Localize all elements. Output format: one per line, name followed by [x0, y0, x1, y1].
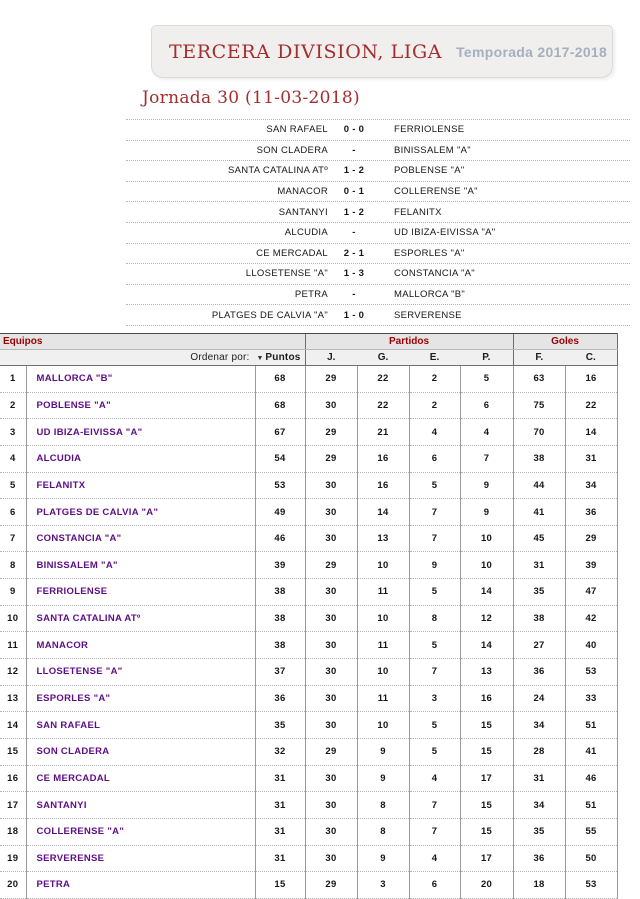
wins-cell: 21	[357, 419, 409, 446]
match-score: -	[352, 227, 356, 239]
draws-cell: 4	[409, 765, 460, 792]
match-score: -	[352, 289, 356, 301]
wins-cell: 10	[357, 605, 409, 632]
draws-cell: 5	[409, 632, 460, 659]
wins-cell: 13	[357, 525, 409, 552]
losses-cell: 15	[460, 738, 513, 765]
match-row	[126, 305, 630, 326]
team-position: 14	[0, 712, 26, 739]
team-position: 15	[0, 738, 26, 765]
team-link[interactable]: UD IBIZA-EIVISSA "A"	[26, 419, 255, 446]
goals-for-cell: 24	[513, 685, 565, 712]
draws-cell: 2	[409, 366, 460, 393]
played-cell: 30	[305, 472, 357, 499]
table-row	[0, 525, 617, 552]
played-cell: 30	[305, 525, 357, 552]
match-home-team: MANACOR	[277, 186, 328, 198]
goals-against-cell: 29	[565, 525, 617, 552]
points-cell: 39	[255, 552, 305, 579]
match-score: -	[352, 144, 356, 156]
wins-cell: 8	[357, 818, 409, 845]
wins-cell: 22	[357, 366, 409, 393]
round-title: Jornada 30 (11-03-2018)	[142, 88, 360, 108]
goals-for-cell: 38	[513, 605, 565, 632]
standings-table	[0, 333, 618, 899]
match-away-team: POBLENSE "A"	[394, 165, 465, 177]
col-header-f: F.	[513, 350, 565, 366]
goals-against-cell: 50	[565, 845, 617, 872]
points-cell: 31	[255, 792, 305, 819]
goals-for-cell: 27	[513, 632, 565, 659]
match-home-team: SON CLADERA	[256, 144, 328, 156]
match-row	[126, 264, 630, 285]
table-row	[0, 685, 617, 712]
match-away-team: UD IBIZA-EIVISSA "A"	[394, 227, 496, 239]
section-equipos: Equipos	[0, 334, 305, 350]
team-link[interactable]: FERRIOLENSE	[26, 579, 255, 606]
match-home-team: ALCUDIA	[284, 227, 328, 239]
team-link[interactable]: CE MERCADAL	[26, 765, 255, 792]
match-row	[126, 120, 630, 141]
goals-against-cell: 39	[565, 552, 617, 579]
losses-cell: 15	[460, 792, 513, 819]
standings-column-header	[0, 350, 617, 366]
team-position: 9	[0, 579, 26, 606]
draws-cell: 2	[409, 392, 460, 419]
match-row	[126, 141, 630, 162]
team-link[interactable]: FELANITX	[26, 472, 255, 499]
match-away-team: COLLERENSE "A"	[394, 186, 478, 198]
losses-cell: 6	[460, 392, 513, 419]
table-row	[0, 605, 617, 632]
draws-cell: 7	[409, 792, 460, 819]
played-cell: 30	[305, 605, 357, 632]
table-row	[0, 792, 617, 819]
wins-cell: 14	[357, 499, 409, 526]
team-link[interactable]: ESPORLES "A"	[26, 685, 255, 712]
draws-cell: 6	[409, 445, 460, 472]
draws-cell: 7	[409, 818, 460, 845]
team-link[interactable]: BINISSALEM "A"	[26, 552, 255, 579]
goals-for-cell: 34	[513, 712, 565, 739]
table-row	[0, 818, 617, 845]
points-cell: 31	[255, 818, 305, 845]
team-position: 17	[0, 792, 26, 819]
draws-cell: 5	[409, 712, 460, 739]
team-position: 1	[0, 366, 26, 393]
losses-cell: 20	[460, 872, 513, 899]
sort-arrow-icon: ▼	[256, 355, 264, 362]
goals-for-cell: 70	[513, 419, 565, 446]
draws-cell: 5	[409, 579, 460, 606]
played-cell: 30	[305, 659, 357, 686]
match-score: 0 - 0	[343, 124, 365, 136]
goals-for-cell: 36	[513, 845, 565, 872]
goals-against-cell: 41	[565, 738, 617, 765]
losses-cell: 4	[460, 419, 513, 446]
team-position: 4	[0, 445, 26, 472]
team-link[interactable]: MANACOR	[26, 632, 255, 659]
standings-section-header	[0, 334, 617, 350]
draws-cell: 7	[409, 499, 460, 526]
losses-cell: 12	[460, 605, 513, 632]
match-score: 0 - 1	[343, 186, 365, 198]
sort-label: Ordenar por:	[190, 352, 250, 363]
goals-against-cell: 53	[565, 659, 617, 686]
team-position: 6	[0, 499, 26, 526]
match-away-team: FELANITX	[394, 206, 442, 218]
team-position: 8	[0, 552, 26, 579]
team-link[interactable]: LLOSETENSE "A"	[26, 659, 255, 686]
points-cell: 31	[255, 765, 305, 792]
draws-cell: 9	[409, 552, 460, 579]
losses-cell: 17	[460, 765, 513, 792]
wins-cell: 8	[357, 792, 409, 819]
sort-by-control[interactable]	[0, 350, 305, 366]
draws-cell: 5	[409, 472, 460, 499]
team-link[interactable]: SAN RAFAEL	[26, 712, 255, 739]
team-position: 10	[0, 605, 26, 632]
match-row	[126, 244, 630, 265]
losses-cell: 14	[460, 632, 513, 659]
table-row	[0, 499, 617, 526]
goals-against-cell: 42	[565, 605, 617, 632]
played-cell: 30	[305, 579, 357, 606]
match-score: 2 - 1	[343, 247, 365, 259]
table-row	[0, 738, 617, 765]
match-home-team: LLOSETENSE "A"	[245, 268, 328, 280]
points-cell: 46	[255, 525, 305, 552]
wins-cell: 9	[357, 845, 409, 872]
team-link[interactable]: SON CLADERA	[26, 738, 255, 765]
wins-cell: 10	[357, 552, 409, 579]
wins-cell: 11	[357, 579, 409, 606]
table-row	[0, 659, 617, 686]
points-cell: 67	[255, 419, 305, 446]
match-row	[126, 202, 630, 223]
wins-cell: 9	[357, 738, 409, 765]
goals-for-cell: 35	[513, 579, 565, 606]
played-cell: 29	[305, 872, 357, 899]
match-score: 1 - 0	[343, 309, 365, 321]
points-cell: 49	[255, 499, 305, 526]
season-label: Temporada 2017-2018	[456, 43, 608, 60]
match-away-team: SERVERENSE	[394, 309, 462, 321]
goals-for-cell: 45	[513, 525, 565, 552]
wins-cell: 11	[357, 632, 409, 659]
match-row	[126, 161, 630, 182]
draws-cell: 4	[409, 419, 460, 446]
goals-against-cell: 36	[565, 499, 617, 526]
played-cell: 30	[305, 792, 357, 819]
team-position: 12	[0, 659, 26, 686]
team-position: 18	[0, 818, 26, 845]
points-cell: 38	[255, 632, 305, 659]
table-row	[0, 472, 617, 499]
team-link[interactable]: SANTANYI	[26, 792, 255, 819]
points-cell: 36	[255, 685, 305, 712]
team-position: 13	[0, 685, 26, 712]
team-position: 16	[0, 765, 26, 792]
section-partidos: Partidos	[305, 334, 513, 350]
points-cell: 31	[255, 845, 305, 872]
losses-cell: 10	[460, 552, 513, 579]
draws-cell: 7	[409, 659, 460, 686]
played-cell: 29	[305, 445, 357, 472]
league-title-box	[151, 25, 613, 78]
table-row	[0, 845, 617, 872]
goals-against-cell: 46	[565, 765, 617, 792]
col-header-g: G.	[357, 350, 409, 366]
team-link[interactable]: COLLERENSE "A"	[26, 818, 255, 845]
match-row	[126, 223, 630, 244]
col-header-e: E.	[409, 350, 460, 366]
section-goles: Goles	[513, 334, 617, 350]
draws-cell: 4	[409, 845, 460, 872]
points-cell: 54	[255, 445, 305, 472]
goals-for-cell: 63	[513, 366, 565, 393]
goals-against-cell: 51	[565, 712, 617, 739]
points-cell: 53	[255, 472, 305, 499]
team-position: 20	[0, 872, 26, 899]
goals-against-cell: 55	[565, 818, 617, 845]
league-title: TERCERA DIVISION, LIGA	[169, 40, 443, 63]
team-position: 5	[0, 472, 26, 499]
match-score: 1 - 2	[343, 165, 365, 177]
team-link[interactable]: MALLORCA "B"	[26, 366, 255, 393]
goals-against-cell: 34	[565, 472, 617, 499]
draws-cell: 6	[409, 872, 460, 899]
played-cell: 30	[305, 818, 357, 845]
draws-cell: 3	[409, 685, 460, 712]
wins-cell: 16	[357, 445, 409, 472]
wins-cell: 10	[357, 659, 409, 686]
goals-for-cell: 31	[513, 552, 565, 579]
wins-cell: 9	[357, 765, 409, 792]
played-cell: 29	[305, 366, 357, 393]
sort-value: Puntos	[265, 352, 301, 363]
losses-cell: 15	[460, 818, 513, 845]
wins-cell: 3	[357, 872, 409, 899]
goals-against-cell: 22	[565, 392, 617, 419]
team-link[interactable]: PLATGES DE CALVIA "A"	[26, 499, 255, 526]
table-row	[0, 579, 617, 606]
goals-for-cell: 18	[513, 872, 565, 899]
goals-for-cell: 31	[513, 765, 565, 792]
match-home-team: CE MERCADAL	[256, 247, 328, 259]
points-cell: 32	[255, 738, 305, 765]
goals-for-cell: 75	[513, 392, 565, 419]
played-cell: 30	[305, 845, 357, 872]
losses-cell: 5	[460, 366, 513, 393]
losses-cell: 15	[460, 712, 513, 739]
team-position: 7	[0, 525, 26, 552]
goals-for-cell: 38	[513, 445, 565, 472]
points-cell: 38	[255, 605, 305, 632]
match-home-team: PLATGES DE CALVIA "A"	[211, 309, 328, 321]
goals-for-cell: 34	[513, 792, 565, 819]
match-away-team: FERRIOLENSE	[394, 124, 465, 136]
match-home-team: PETRA	[294, 289, 328, 301]
team-position: 2	[0, 392, 26, 419]
played-cell: 30	[305, 685, 357, 712]
points-cell: 15	[255, 872, 305, 899]
goals-against-cell: 51	[565, 792, 617, 819]
match-away-team: BINISSALEM "A"	[394, 144, 471, 156]
match-home-team: SANTANYI	[278, 206, 328, 218]
team-link[interactable]: PETRA	[26, 872, 255, 899]
played-cell: 29	[305, 419, 357, 446]
team-position: 19	[0, 845, 26, 872]
losses-cell: 10	[460, 525, 513, 552]
goals-against-cell: 47	[565, 579, 617, 606]
goals-against-cell: 14	[565, 419, 617, 446]
goals-against-cell: 53	[565, 872, 617, 899]
match-score: 1 - 2	[343, 206, 365, 218]
played-cell: 30	[305, 632, 357, 659]
losses-cell: 9	[460, 499, 513, 526]
col-header-p: P.	[460, 350, 513, 366]
col-header-j: J.	[305, 350, 357, 366]
team-link[interactable]: SERVERENSE	[26, 845, 255, 872]
goals-for-cell: 28	[513, 738, 565, 765]
goals-for-cell: 44	[513, 472, 565, 499]
match-home-team: SANTA CATALINA ATº	[227, 165, 328, 177]
table-row	[0, 552, 617, 579]
played-cell: 30	[305, 392, 357, 419]
goals-against-cell: 31	[565, 445, 617, 472]
team-link[interactable]: SANTA CATALINA ATº	[26, 605, 255, 632]
played-cell: 30	[305, 712, 357, 739]
match-away-team: CONSTANCIA "A"	[394, 268, 475, 280]
goals-for-cell: 35	[513, 818, 565, 845]
match-row	[126, 182, 630, 203]
match-row	[126, 285, 630, 306]
table-row	[0, 872, 617, 899]
team-link[interactable]: CONSTANCIA "A"	[26, 525, 255, 552]
match-away-team: ESPORLES "A"	[394, 247, 465, 259]
table-row	[0, 366, 617, 393]
wins-cell: 22	[357, 392, 409, 419]
played-cell: 29	[305, 738, 357, 765]
team-position: 3	[0, 419, 26, 446]
losses-cell: 17	[460, 845, 513, 872]
points-cell: 68	[255, 392, 305, 419]
played-cell: 29	[305, 552, 357, 579]
goals-for-cell: 41	[513, 499, 565, 526]
goals-against-cell: 33	[565, 685, 617, 712]
losses-cell: 16	[460, 685, 513, 712]
goals-against-cell: 40	[565, 632, 617, 659]
wins-cell: 10	[357, 712, 409, 739]
table-row	[0, 712, 617, 739]
draws-cell: 8	[409, 605, 460, 632]
team-link[interactable]: POBLENSE "A"	[26, 392, 255, 419]
table-row	[0, 632, 617, 659]
table-row	[0, 419, 617, 446]
played-cell: 30	[305, 765, 357, 792]
points-cell: 37	[255, 659, 305, 686]
match-away-team: MALLORCA "B"	[394, 289, 466, 301]
goals-against-cell: 16	[565, 366, 617, 393]
table-row	[0, 445, 617, 472]
points-cell: 38	[255, 579, 305, 606]
losses-cell: 14	[460, 579, 513, 606]
table-row	[0, 392, 617, 419]
match-score: 1 - 3	[343, 268, 365, 280]
played-cell: 30	[305, 499, 357, 526]
col-header-c: C.	[565, 350, 617, 366]
wins-cell: 11	[357, 685, 409, 712]
table-row	[0, 765, 617, 792]
losses-cell: 7	[460, 445, 513, 472]
team-link[interactable]: ALCUDIA	[26, 445, 255, 472]
points-cell: 68	[255, 366, 305, 393]
match-home-team: SAN RAFAEL	[266, 124, 328, 136]
losses-cell: 9	[460, 472, 513, 499]
match-results-list	[126, 119, 630, 326]
goals-for-cell: 36	[513, 659, 565, 686]
draws-cell: 7	[409, 525, 460, 552]
points-cell: 35	[255, 712, 305, 739]
losses-cell: 13	[460, 659, 513, 686]
draws-cell: 5	[409, 738, 460, 765]
team-position: 11	[0, 632, 26, 659]
wins-cell: 16	[357, 472, 409, 499]
